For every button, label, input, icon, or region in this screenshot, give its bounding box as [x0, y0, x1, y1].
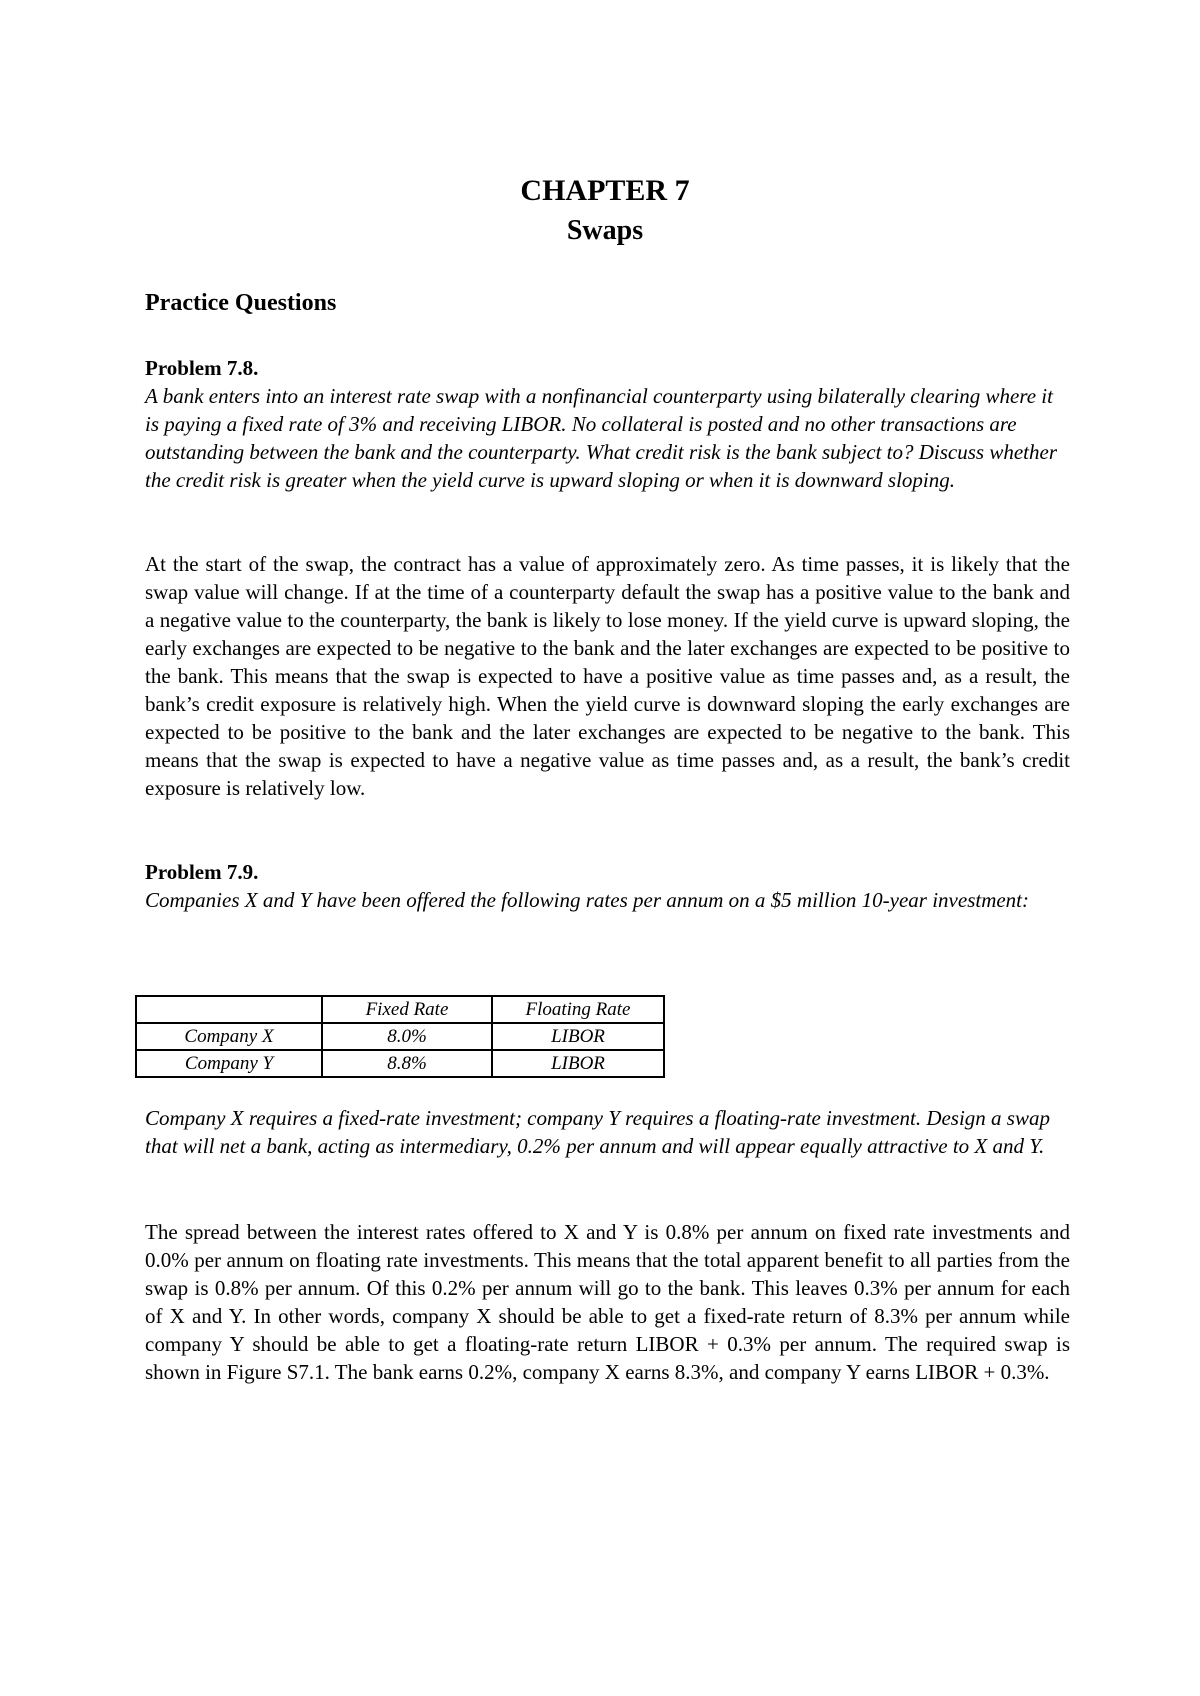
table-cell: 8.8% — [322, 1050, 492, 1077]
table-cell: Company Y — [136, 1050, 322, 1077]
table-row — [136, 1023, 664, 1050]
problem-7-9-heading: Problem 7.9. — [145, 860, 259, 884]
table-header-row — [136, 996, 664, 1023]
section-heading: Practice Questions — [145, 290, 337, 316]
table-header-cell: Floating Rate — [492, 996, 664, 1023]
table-header-cell: Fixed Rate — [322, 996, 492, 1023]
problem-7-9 — [145, 858, 1070, 914]
problem-7-9-answer: The spread between the interest rates offered to X and Y is 0.8% per annum on fixed rate investments and 0.0% per annum on floating rate investments. This means that the total apparent benefit to all parties from the swap is 0.8% per annum. Of this 0.2% per annum will go to the bank. This leaves 0.3% per annum for each of X and Y. In other words, company X should be able to get a fixed-rate return of 8.3% per annum while company Y should be able to get a floating-rate return LIBOR + 0.3% per annum. The required swap is shown in Figure S7.1. The bank earns 0.2%, company X earns 8.3%, and company Y earns LIBOR + 0.3%. — [145, 1220, 1070, 1384]
table-cell: 8.0% — [322, 1023, 492, 1050]
chapter-subtitle: Swaps — [566, 215, 644, 246]
problem-7-9-question: Companies X and Y have been offered the following rates per annum on a $5 million 10-year investment: — [145, 888, 1030, 912]
chapter-title: CHAPTER 7 — [520, 174, 690, 207]
problem-7-8-answer: At the start of the swap, the contract has a value of approximately zero. As time passes, it is likely that the swap value will change. If at the time of a counterparty default the swap has a positive value to the bank and a negative value to the counterparty, the bank is likely to lose money. If the yield curve is upward sloping, the early exchanges are expected to be negative to the bank and the later exchanges are expected to be positive to the bank. This means that the swap is expected to have a positive value as time passes and, as a result, the bank’s credit exposure is relatively high. When the yield curve is downward sloping the early exchanges are expected to be positive to the bank and the later exchanges are expected to be negative to the bank. This means that the swap is expected to have a negative value as time passes and, as a result, the bank’s credit exposure is relatively low. — [145, 552, 1070, 800]
problem-7-9-answer-block — [145, 1218, 1070, 1386]
problem-7-9-question-2: Company X requires a fixed-rate investment; company Y requires a floating-rate investment. Design a swap that will net a bank, acting as intermediary, 0.2% per annum and will appear equally attractive to X and Y. — [145, 1106, 1050, 1158]
table-cell: LIBOR — [492, 1023, 664, 1050]
problem-7-8 — [145, 354, 1070, 494]
table-cell: LIBOR — [492, 1050, 664, 1077]
problem-7-8-answer-block — [145, 550, 1070, 802]
problem-7-9-question-2-block — [145, 1104, 1070, 1160]
table-cell: Company X — [136, 1023, 322, 1050]
problem-7-8-heading: Problem 7.8. — [145, 356, 259, 380]
table-row — [136, 1050, 664, 1077]
problem-7-8-question: A bank enters into an interest rate swap with a nonfinancial counterparty using bilaterally clearing where it is paying a fixed rate of 3% and receiving LIBOR. No collateral is posted and no other transactions are outstanding between the bank and the counterparty. What credit risk is the bank subject to? Discuss whether the credit risk is greater when the yield curve is upward sloping or when it is downward sloping. — [145, 384, 1058, 492]
rates-table — [135, 995, 665, 1078]
table-header-cell — [136, 996, 322, 1023]
